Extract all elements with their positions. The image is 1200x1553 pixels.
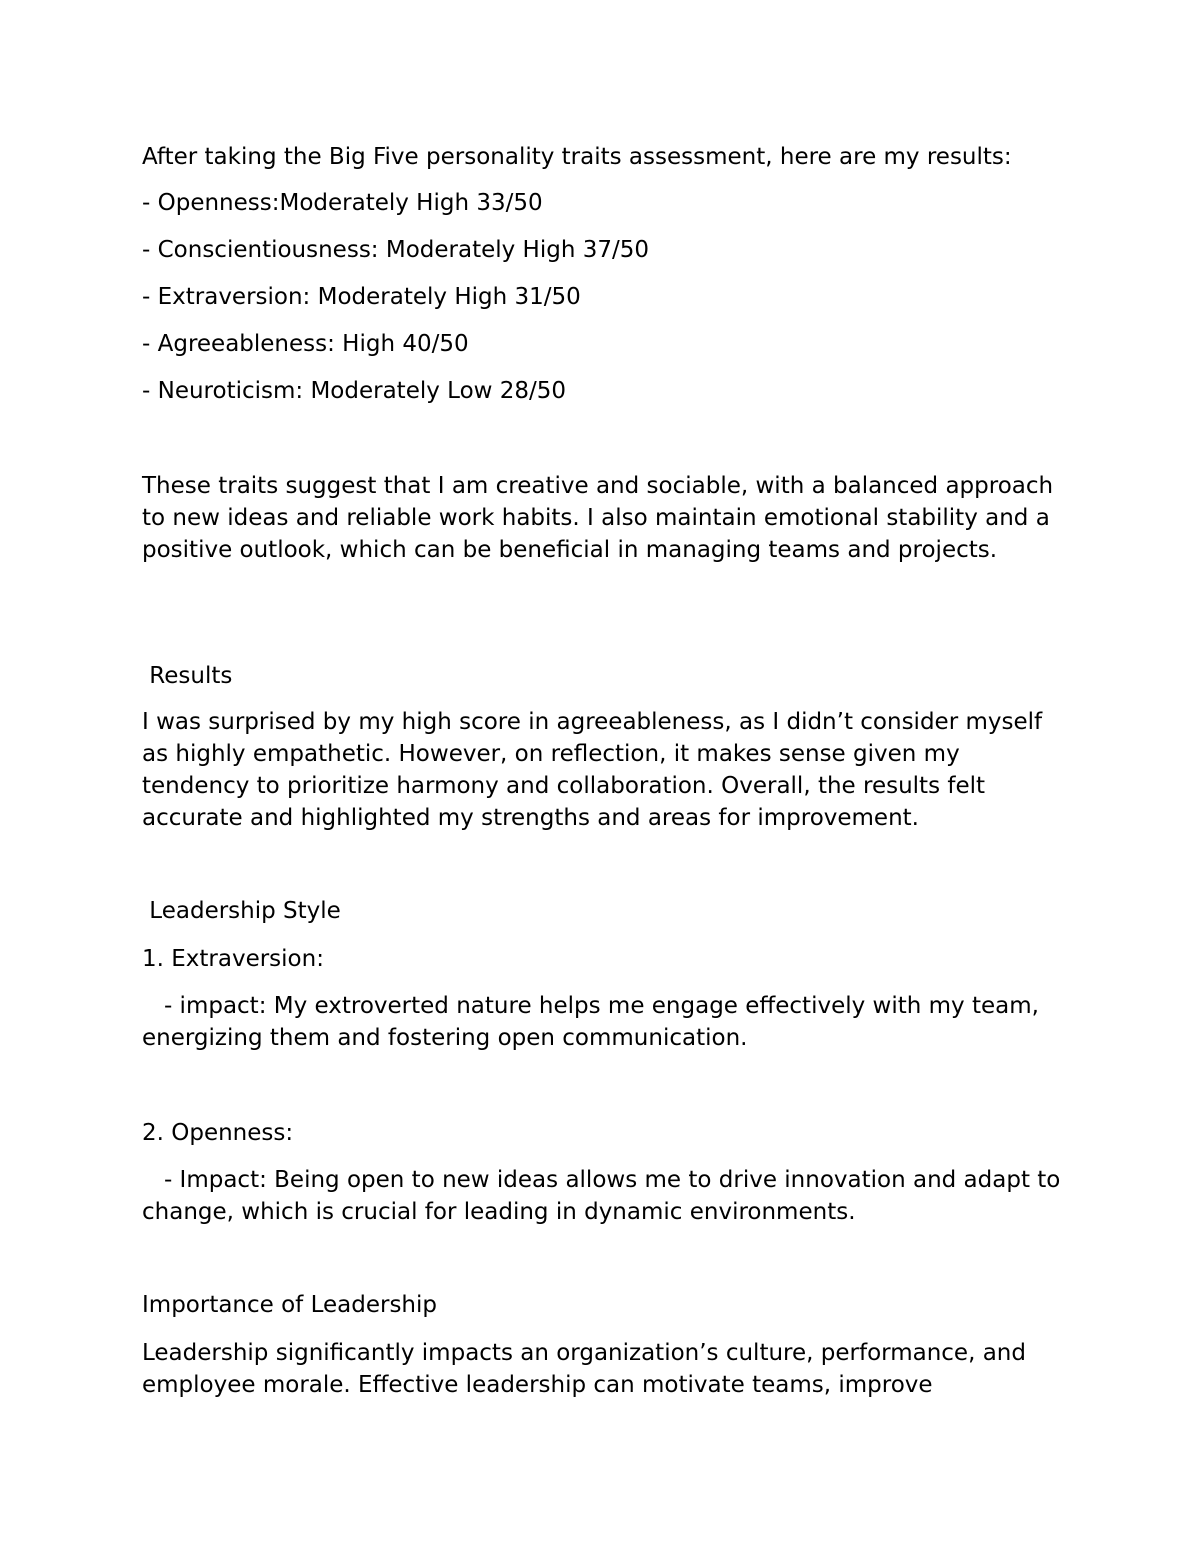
- results-paragraph: I was surprised by my high score in agreeableness, as I didn’t consider myself as highly empathetic. However, on reflection, it makes sense given my tendency to prioritize harmony and collaboration. Overall, the results felt accurate and highlighted my strengths and areas for improvement.: [142, 709, 1043, 831]
- leadership-item-impact: - impact: My extroverted nature helps me engage effectively with my team, energizing them and fostering open communication.: [142, 993, 1047, 1051]
- trait-openness: - Openness:Moderately High 33/50: [142, 190, 543, 216]
- leadership-item-title: 2. Openness:: [142, 1120, 294, 1146]
- importance-paragraph: Leadership significantly impacts an organization’s culture, performance, and employee morale. Effective leadership can motivate teams, improve: [142, 1340, 1026, 1398]
- trait-neuroticism: - Neuroticism: Moderately Low 28/50: [142, 378, 567, 404]
- leadership-item-impact: - Impact: Being open to new ideas allows me to drive innovation and adapt to change, which is crucial for leading in dynamic environments.: [142, 1167, 1068, 1225]
- leadership-heading: Leadership Style: [142, 898, 341, 924]
- results-heading: Results: [142, 663, 233, 689]
- trait-agreeableness: - Agreeableness: High 40/50: [142, 331, 469, 357]
- importance-heading: Importance of Leadership: [142, 1292, 438, 1318]
- leadership-item-title: 1. Extraversion:: [142, 946, 324, 972]
- trait-conscientiousness: - Conscientiousness: Moderately High 37/50: [142, 237, 650, 263]
- trait-extraversion: - Extraversion: Moderately High 31/50: [142, 284, 581, 310]
- summary-paragraph: These traits suggest that I am creative and sociable, with a balanced approach to new ideas and reliable work habits. I also maintain emotional stability and a positive outlook, which can be beneficial in managing teams and projects.: [142, 473, 1054, 563]
- intro-line: After taking the Big Five personality traits assessment, here are my results:: [142, 144, 1012, 170]
